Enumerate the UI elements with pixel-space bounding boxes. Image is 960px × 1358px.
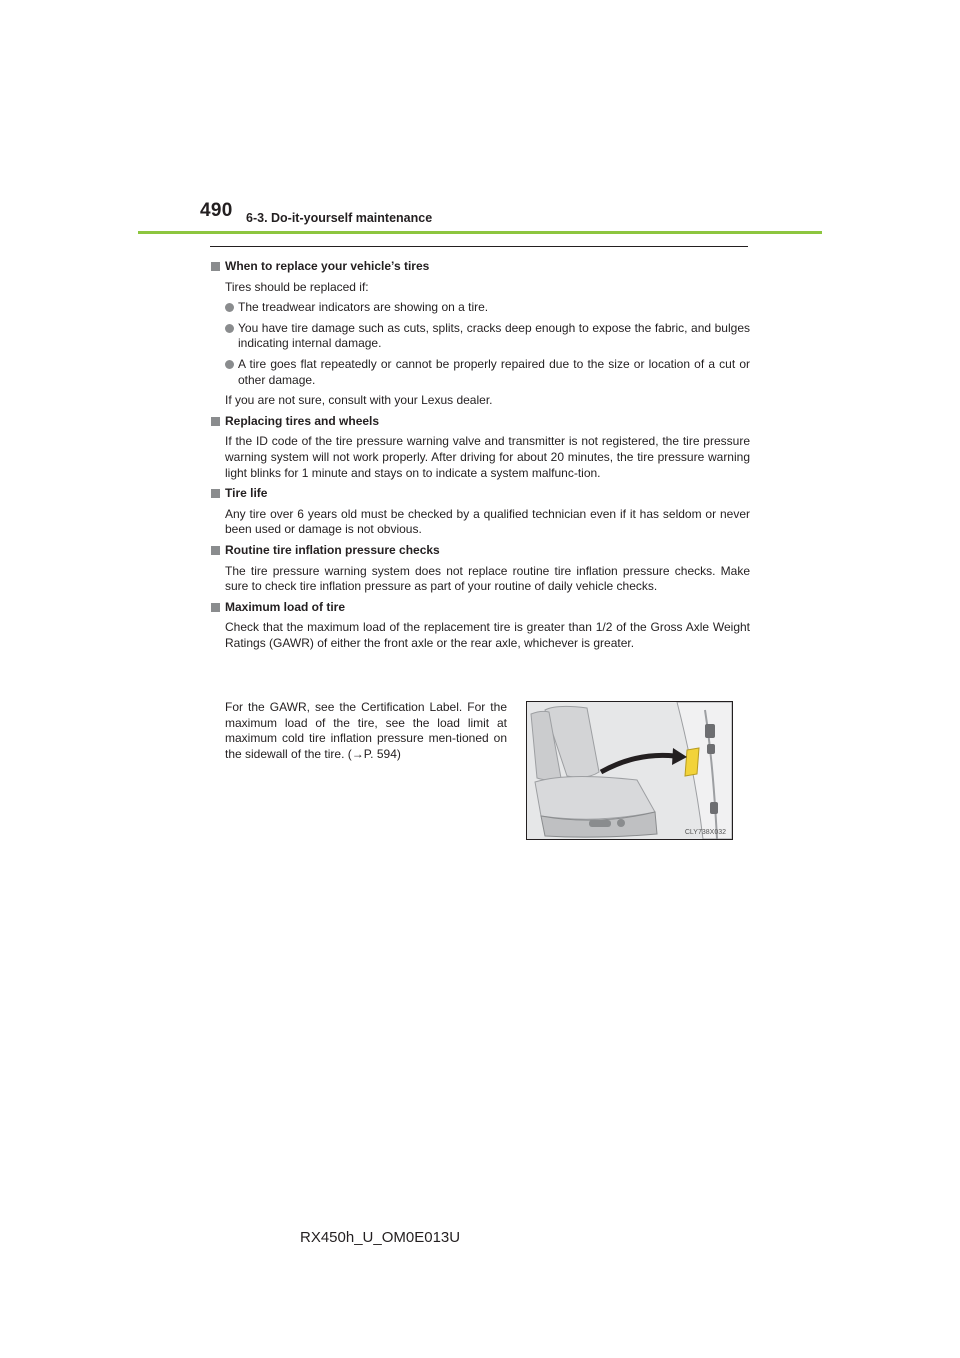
section-body: The tire pressure warning system does not replace routine tire inflation pressure checks. Make sure to check tire inflation pressure as part of your routine of daily vehicle checks.	[225, 563, 750, 594]
section-intro: Tires should be replaced if:	[225, 279, 369, 294]
list-item: The treadwear indicators are showing on a tire.	[210, 300, 750, 316]
square-bullet-icon	[211, 489, 220, 498]
section-outro: If you are not sure, consult with your Lexus dealer.	[225, 393, 493, 408]
figure-note: For the GAWR, see the Certification Label. For the maximum load of the tire, see the load limit at maximum cold tire inflation pressure men-tioned on the sidewall of the tire. (→P. 594)	[225, 700, 507, 761]
section-heading: Maximum load of tire	[210, 600, 750, 616]
section-body: Check that the maximum load of the replacement tire is greater than 1/2 of the Gross Axle Weight Ratings (GAWR) of either the front axle or the rear axle, whichever is greater.	[225, 620, 750, 650]
certification-label-figure	[526, 701, 733, 840]
circle-bullet-icon	[225, 324, 234, 333]
certification-label-icon	[685, 748, 699, 776]
list-item: A tire goes flat repeatedly or cannot be properly repaired due to the size or location of a cut or other damage.	[210, 357, 750, 388]
section-heading: Routine tire inflation pressure checks	[210, 543, 750, 559]
section-heading: Tire life	[210, 486, 750, 502]
model-code: RX450h_U_OM0E013U	[300, 1229, 461, 1246]
square-bullet-icon	[211, 603, 220, 612]
square-bullet-icon	[211, 417, 220, 426]
figure-code: CLY738X032	[684, 829, 726, 836]
circle-bullet-icon	[225, 303, 234, 312]
content-area	[210, 259, 750, 651]
section-body: If the ID code of the tire pressure warning valve and transmitter is not registered, the tire pressure warning system will not work properly. After driving for about 20 minutes, the tire pressure warning light blinks for 1 minute and stays on to indicate a system malfunc-tion.	[225, 434, 750, 480]
section-title: 6-3. Do-it-yourself maintenance	[246, 211, 433, 225]
list-item: You have tire damage such as cuts, splits, cracks deep enough to expose the fabric, and bulges indicating internal damage.	[210, 321, 750, 352]
seat-door-illustration	[527, 702, 732, 839]
section-body: Any tire over 6 years old must be checked by a qualified technician even if it has seldom or never been used or damage is not obvious.	[225, 506, 750, 537]
circle-bullet-icon	[225, 360, 234, 369]
section-heading: When to replace your vehicle’s tires	[210, 259, 750, 275]
header-rule	[138, 231, 822, 234]
square-bullet-icon	[211, 262, 220, 271]
square-bullet-icon	[211, 546, 220, 555]
section-heading: Replacing tires and wheels	[210, 414, 750, 430]
content-rule	[210, 246, 748, 247]
page-number: 490	[200, 200, 233, 221]
